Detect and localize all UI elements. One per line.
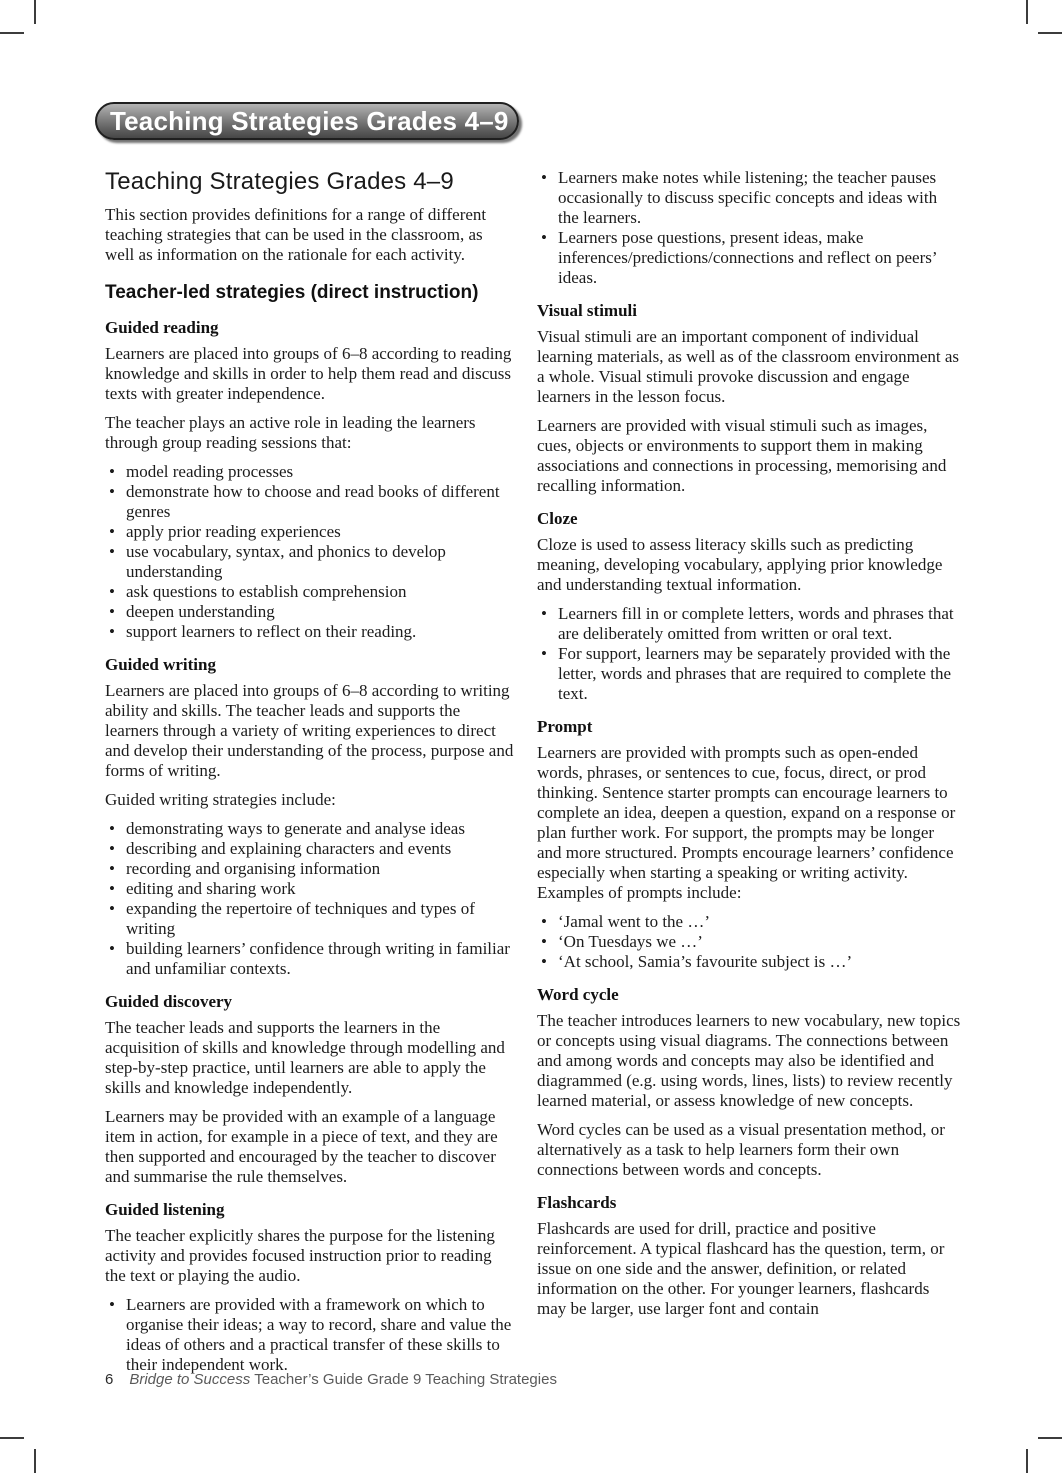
paragraph: Word cycles can be used as a visual presentation method, or alternatively as a task to help learners form their own connections between words and concepts. bbox=[537, 1120, 945, 1179]
bullet-item: • ‘Jamal went to the …’ bbox=[537, 912, 961, 932]
bullet-item: • apply prior reading experiences bbox=[105, 522, 516, 542]
crop-mark bbox=[0, 1437, 24, 1439]
bullet-item: • demonstrating ways to generate and analyse ideas bbox=[105, 819, 516, 839]
bullet-item: • model reading processes bbox=[105, 462, 516, 482]
sub-heading: Word cycle bbox=[537, 985, 619, 1004]
bullet-item: • demonstrate how to choose and read books of different genres bbox=[105, 482, 516, 522]
sub-heading: Guided discovery bbox=[105, 992, 233, 1011]
paragraph: Guided writing strategies include: bbox=[105, 790, 336, 809]
sub-heading: Guided writing bbox=[105, 655, 216, 674]
paragraph: The teacher explicitly shares the purpose for the listening activity and provides focused instruction prior to reading the text or playing the audio. bbox=[105, 1226, 495, 1285]
sub-heading: Guided listening bbox=[105, 1200, 225, 1219]
paragraph: Learners may be provided with an example of a language item in action, for example in a piece of text, and they are then supported and encouraged by the teacher to discover and summarise the rule themselves. bbox=[105, 1107, 498, 1186]
paragraph: Learners are provided with visual stimuli such as images, cues, objects or environments to support them in making associations and connections in processing, memorising and recalling information. bbox=[537, 416, 947, 495]
crop-mark bbox=[1026, 1449, 1028, 1473]
footer-book-title: Bridge to Success bbox=[129, 1371, 251, 1388]
paragraph: Learners are provided with prompts such as open-ended words, phrases, or sentences to cue, focus, direct, or prod thinking. Sentence starter prompts can encourage learners to complete an idea, deepen a question, expand on a response or plan further work. For support, the prompts may be longer and more structured. Prompts encourage learners’ confidence especially when starting a speaking or writing activity. Examples of prompts include: bbox=[537, 743, 956, 902]
sub-heading: Guided reading bbox=[105, 318, 219, 337]
bullet-list bbox=[537, 912, 961, 972]
paragraph: Learners are placed into groups of 6–8 according to writing ability and skills. The teacher leads and supports the learners through a variety of writing experiences to direct and develop their understanding of the process, purpose and forms of writing. bbox=[105, 681, 514, 780]
page-title: Teaching Strategies Grades 4–9 bbox=[105, 168, 454, 195]
bullet-item: • deepen understanding bbox=[105, 602, 516, 622]
bullet-item: • ‘On Tuesdays we …’ bbox=[537, 932, 961, 952]
bullet-list bbox=[537, 604, 961, 704]
sub-heading: Prompt bbox=[537, 717, 593, 736]
crop-mark bbox=[0, 32, 24, 34]
page-number: 6 bbox=[105, 1371, 114, 1388]
bullet-item: • describing and explaining characters and events bbox=[105, 839, 516, 859]
section-banner-label: Teaching Strategies Grades 4–9 bbox=[110, 105, 509, 136]
bullet-item: • recording and organising information bbox=[105, 859, 516, 879]
paragraph: The teacher leads and supports the learners in the acquisition of skills and knowledge through modelling and step-by-step practice, until learners are able to apply the skills and knowledge independently. bbox=[105, 1018, 505, 1097]
bullet-list bbox=[105, 1295, 516, 1375]
bullet-item: • Learners are provided with a framework on which to organise their ideas; a way to record, share and value the ideas of others and a practical transfer of these skills to their independent work. bbox=[105, 1295, 516, 1375]
section-banner bbox=[95, 102, 519, 140]
sub-heading: Visual stimuli bbox=[537, 301, 637, 320]
bullet-list bbox=[105, 462, 516, 642]
right-column bbox=[537, 168, 961, 1328]
paragraph: Learners are placed into groups of 6–8 according to reading knowledge and skills in order to help them read and discuss texts with greater independence. bbox=[105, 344, 512, 403]
bullet-list bbox=[537, 168, 961, 288]
bullet-item: • Learners pose questions, present ideas, make inferences/predictions/connections and reflect on peers’ ideas. bbox=[537, 228, 961, 288]
paragraph: The teacher plays an active role in leading the learners through group reading sessions that: bbox=[105, 413, 476, 452]
bullet-item: • expanding the repertoire of techniques and types of writing bbox=[105, 899, 516, 939]
bullet-item: • support learners to reflect on their reading. bbox=[105, 622, 516, 642]
crop-mark bbox=[34, 0, 36, 24]
paragraph: Cloze is used to assess literacy skills such as predicting meaning, developing vocabulary, applying prior knowledge and understanding textual information. bbox=[537, 535, 943, 594]
crop-mark bbox=[1038, 1437, 1062, 1439]
bullet-item: • Learners make notes while listening; the teacher pauses occasionally to discuss specific concepts and ideas with the learners. bbox=[537, 168, 961, 228]
paragraph: The teacher introduces learners to new vocabulary, new topics or concepts using visual diagrams. The connections between and among words and concepts may also be identified and diagrammed (e.g. using words, lines, lists) to review recently learned material, or assess knowledge of new concepts. bbox=[537, 1011, 961, 1110]
bullet-item: • ‘At school, Samia’s favourite subject is …’ bbox=[537, 952, 961, 972]
bullet-list bbox=[105, 819, 516, 979]
footer-text: Teacher’s Guide Grade 9 Teaching Strategies bbox=[254, 1371, 557, 1388]
crop-mark bbox=[1038, 32, 1062, 34]
paragraph: Flashcards are used for drill, practice and positive reinforcement. A typical flashcard has the question, term, or issue on one side and the answer, definition, or related information on the other. For younger learners, flashcards may be larger, use larger font and contain bbox=[537, 1219, 945, 1318]
left-column bbox=[105, 168, 516, 1384]
page-footer bbox=[105, 1371, 557, 1388]
bullet-item: • For support, learners may be separately provided with the letter, words and phrases that are required to complete the text. bbox=[537, 644, 961, 704]
bullet-item: • Learners fill in or complete letters, words and phrases that are deliberately omitted from written or oral text. bbox=[537, 604, 961, 644]
bullet-item: • ask questions to establish comprehension bbox=[105, 582, 516, 602]
crop-mark bbox=[34, 1449, 36, 1473]
crop-mark bbox=[1026, 0, 1028, 24]
section-heading: Teacher-led strategies (direct instruction) bbox=[105, 282, 479, 303]
paragraph: This section provides definitions for a range of different teaching strategies that can be used in the classroom, as well as information on the rationale for each activity. bbox=[105, 205, 487, 264]
bullet-item: • editing and sharing work bbox=[105, 879, 516, 899]
paragraph: Visual stimuli are an important component of individual learning materials, as well as of the classroom environment as a whole. Visual stimuli provoke discussion and engage learners in the lesson focus. bbox=[537, 327, 960, 406]
bullet-item: • building learners’ confidence through writing in familiar and unfamiliar contexts. bbox=[105, 939, 516, 979]
sub-heading: Flashcards bbox=[537, 1193, 617, 1212]
sub-heading: Cloze bbox=[537, 509, 578, 528]
bullet-item: • use vocabulary, syntax, and phonics to develop understanding bbox=[105, 542, 516, 582]
